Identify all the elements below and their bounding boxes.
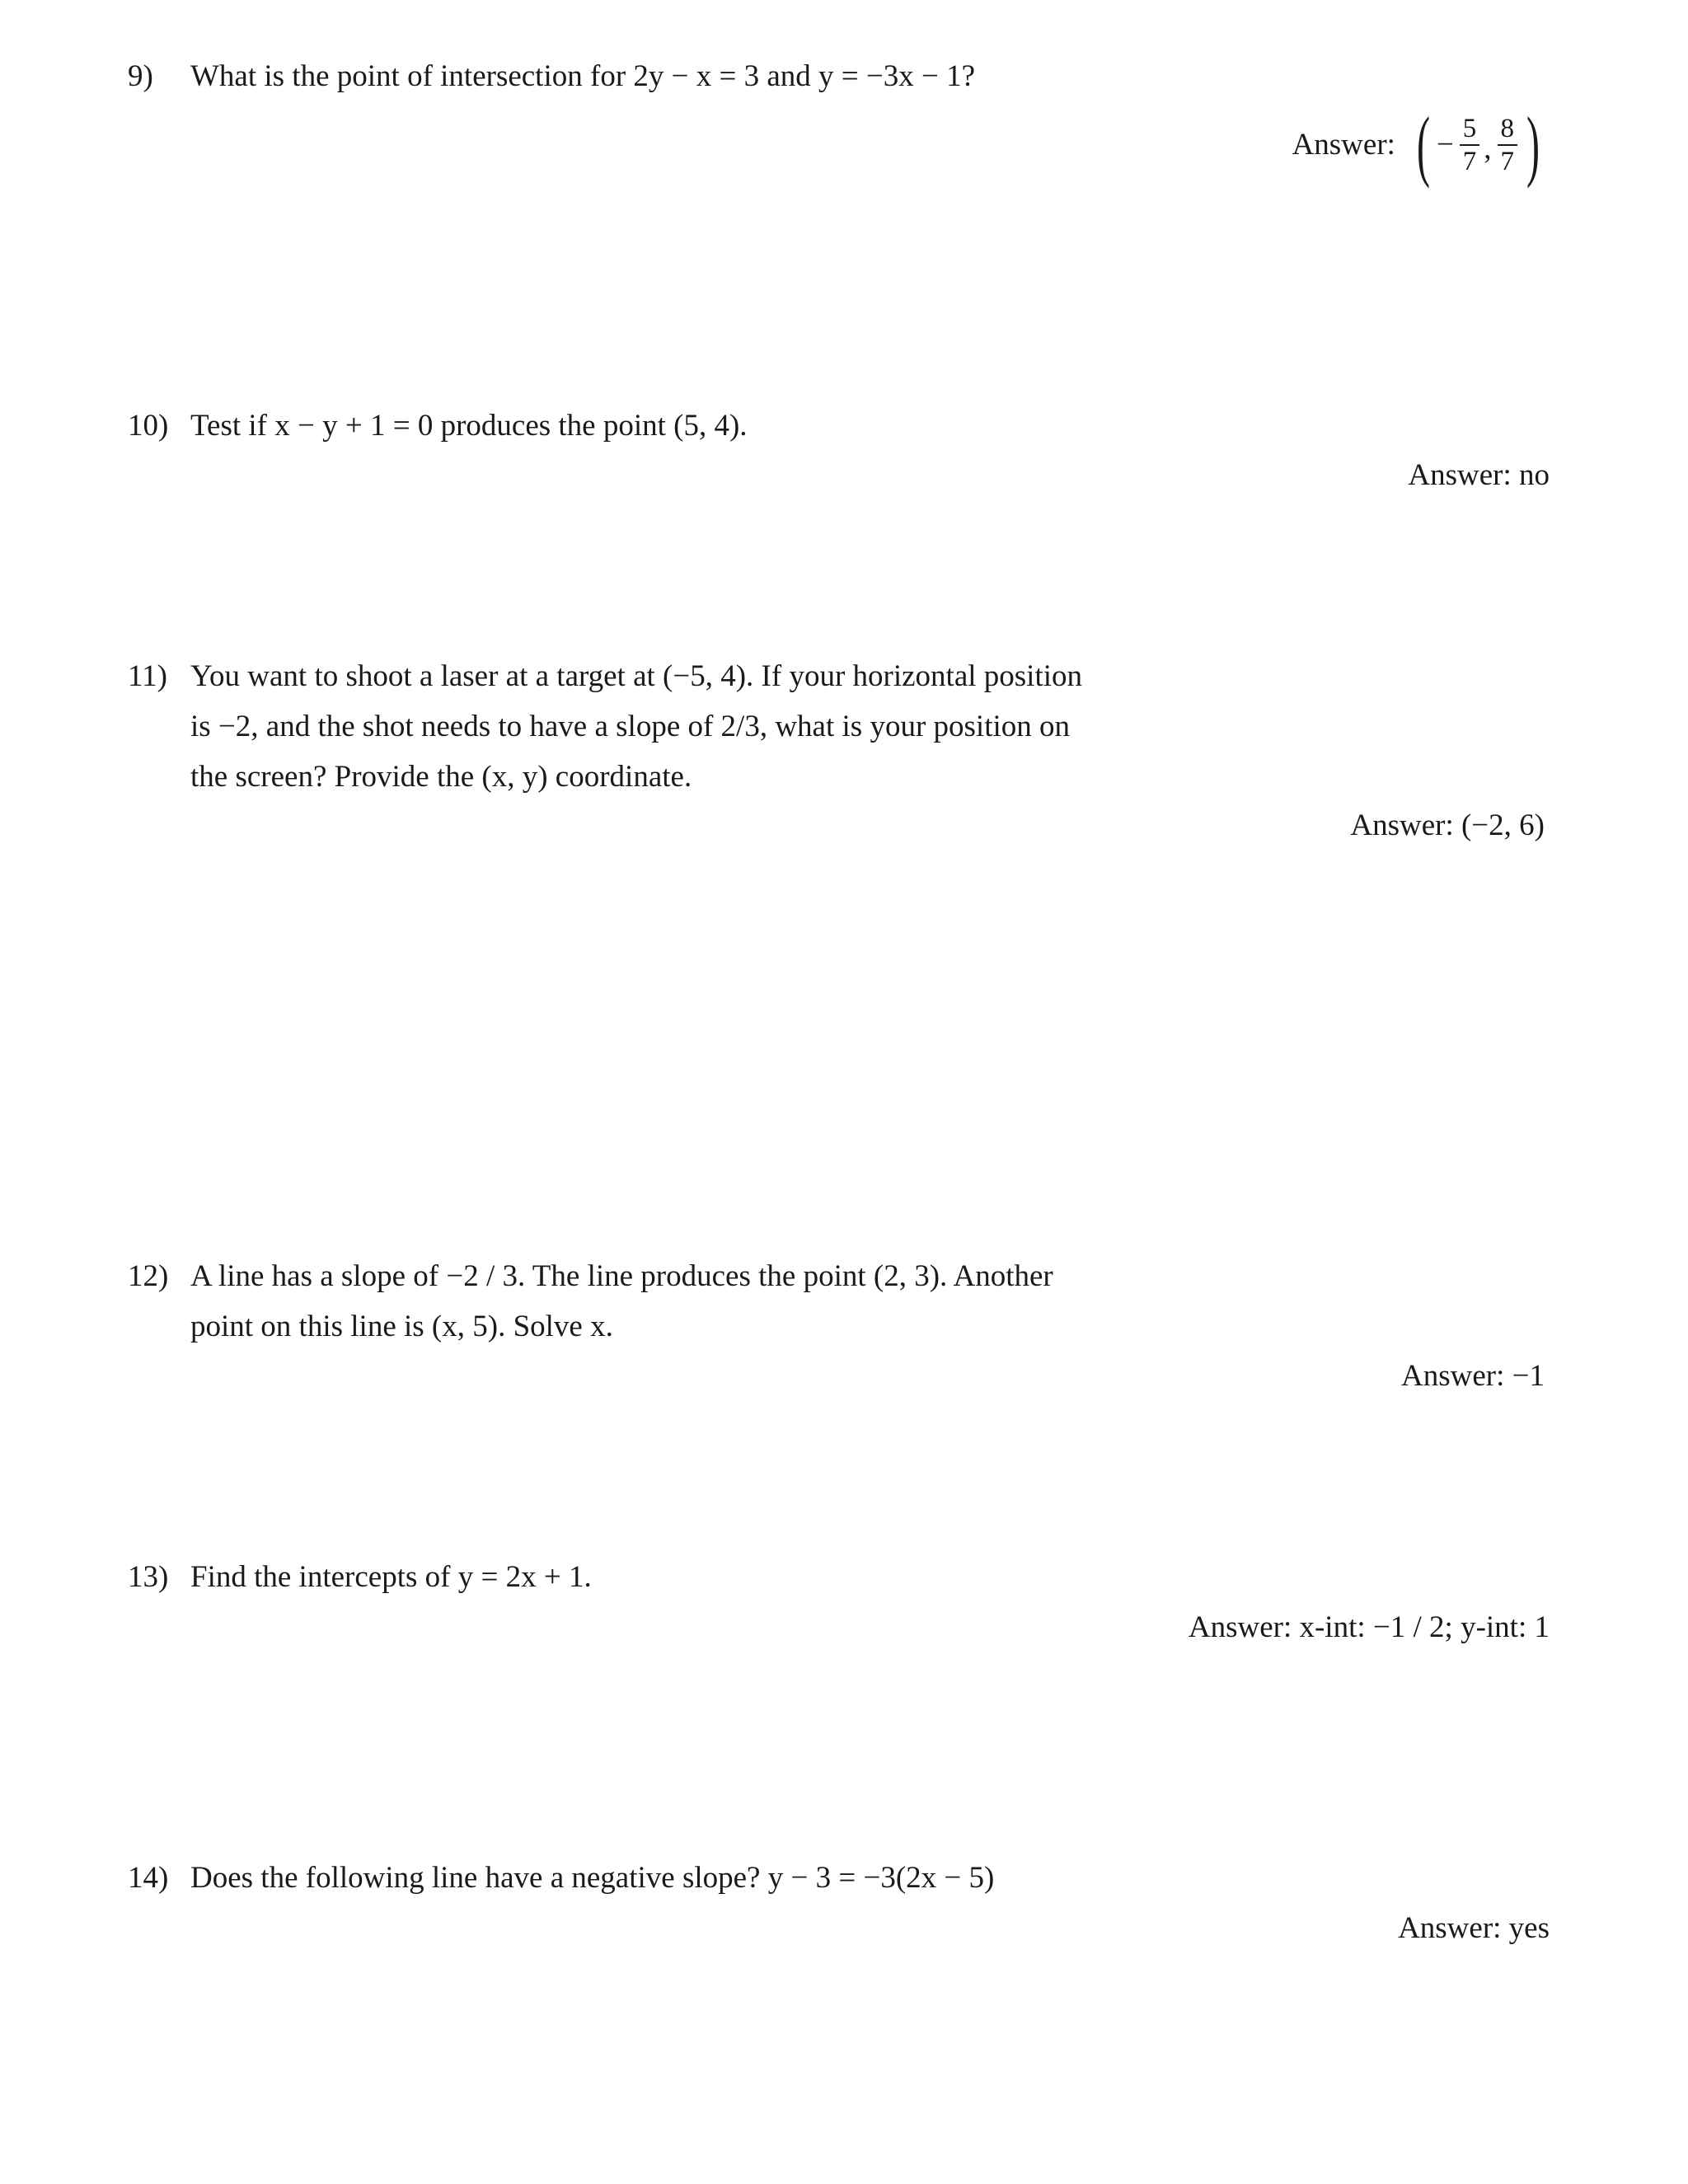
problem-text: Find the intercepts of y = 2x + 1. [190,1560,592,1594]
problem-text-line: point on this line is (x, 5). Solve x. [190,1310,613,1343]
problem-text: Does the following line have a negative slope? y − 3 = −3(2x − 5) [190,1861,995,1895]
problem-12 [128,1251,1216,1352]
problem-number: 9) [128,59,153,93]
problem-number: 13) [128,1560,169,1594]
answer-point [1410,101,1546,189]
problem-text-line: A line has a slope of −2 / 3. The line produces the point (2, 3). Another [190,1259,1053,1293]
answer-12: Answer: −1 [1401,1359,1545,1393]
answer-y-fraction [1498,113,1518,177]
answer-13: Answer: x-int: −1 / 2; y-int: 1 [1188,1610,1550,1644]
problem-11 [128,651,1216,802]
problem-14 [128,1853,1216,1903]
problem-10 [128,401,1216,451]
right-paren: ) [1526,101,1540,189]
problem-text-line: You want to shoot a laser at a target at (−5, 4). If your horizontal position [190,659,1083,693]
answer-11: Answer: (−2, 6) [1350,808,1545,842]
problem-9 [128,51,1216,101]
problem-text: Test if x − y + 1 = 0 produces the point (5, 4). [190,409,748,443]
problem-number: 14) [128,1861,169,1895]
answer-9 [1292,101,1546,189]
answer-sign: − [1436,128,1454,162]
numerator: 8 [1498,113,1518,146]
left-paren: ( [1416,101,1430,189]
problem-number: 11) [128,659,167,693]
answer-label: Answer: [1292,128,1395,162]
answer-10: Answer: no [1408,458,1550,492]
answer-14: Answer: yes [1398,1911,1550,1945]
problem-text-line: is −2, and the shot needs to have a slope of 2/3, what is your position on [190,710,1071,743]
problem-number: 10) [128,409,169,443]
problem-text-line: the screen? Provide the (x, y) coordinate. [190,760,692,794]
answer-separator: , [1484,132,1492,166]
numerator: 5 [1460,113,1480,146]
denominator: 7 [1462,147,1477,176]
problem-13 [128,1552,1216,1602]
problem-number: 12) [128,1259,169,1293]
answer-x-fraction [1460,113,1480,177]
problem-text: What is the point of intersection for 2y − x = 3 and y = −3x − 1? [190,59,976,93]
denominator: 7 [1500,147,1515,176]
